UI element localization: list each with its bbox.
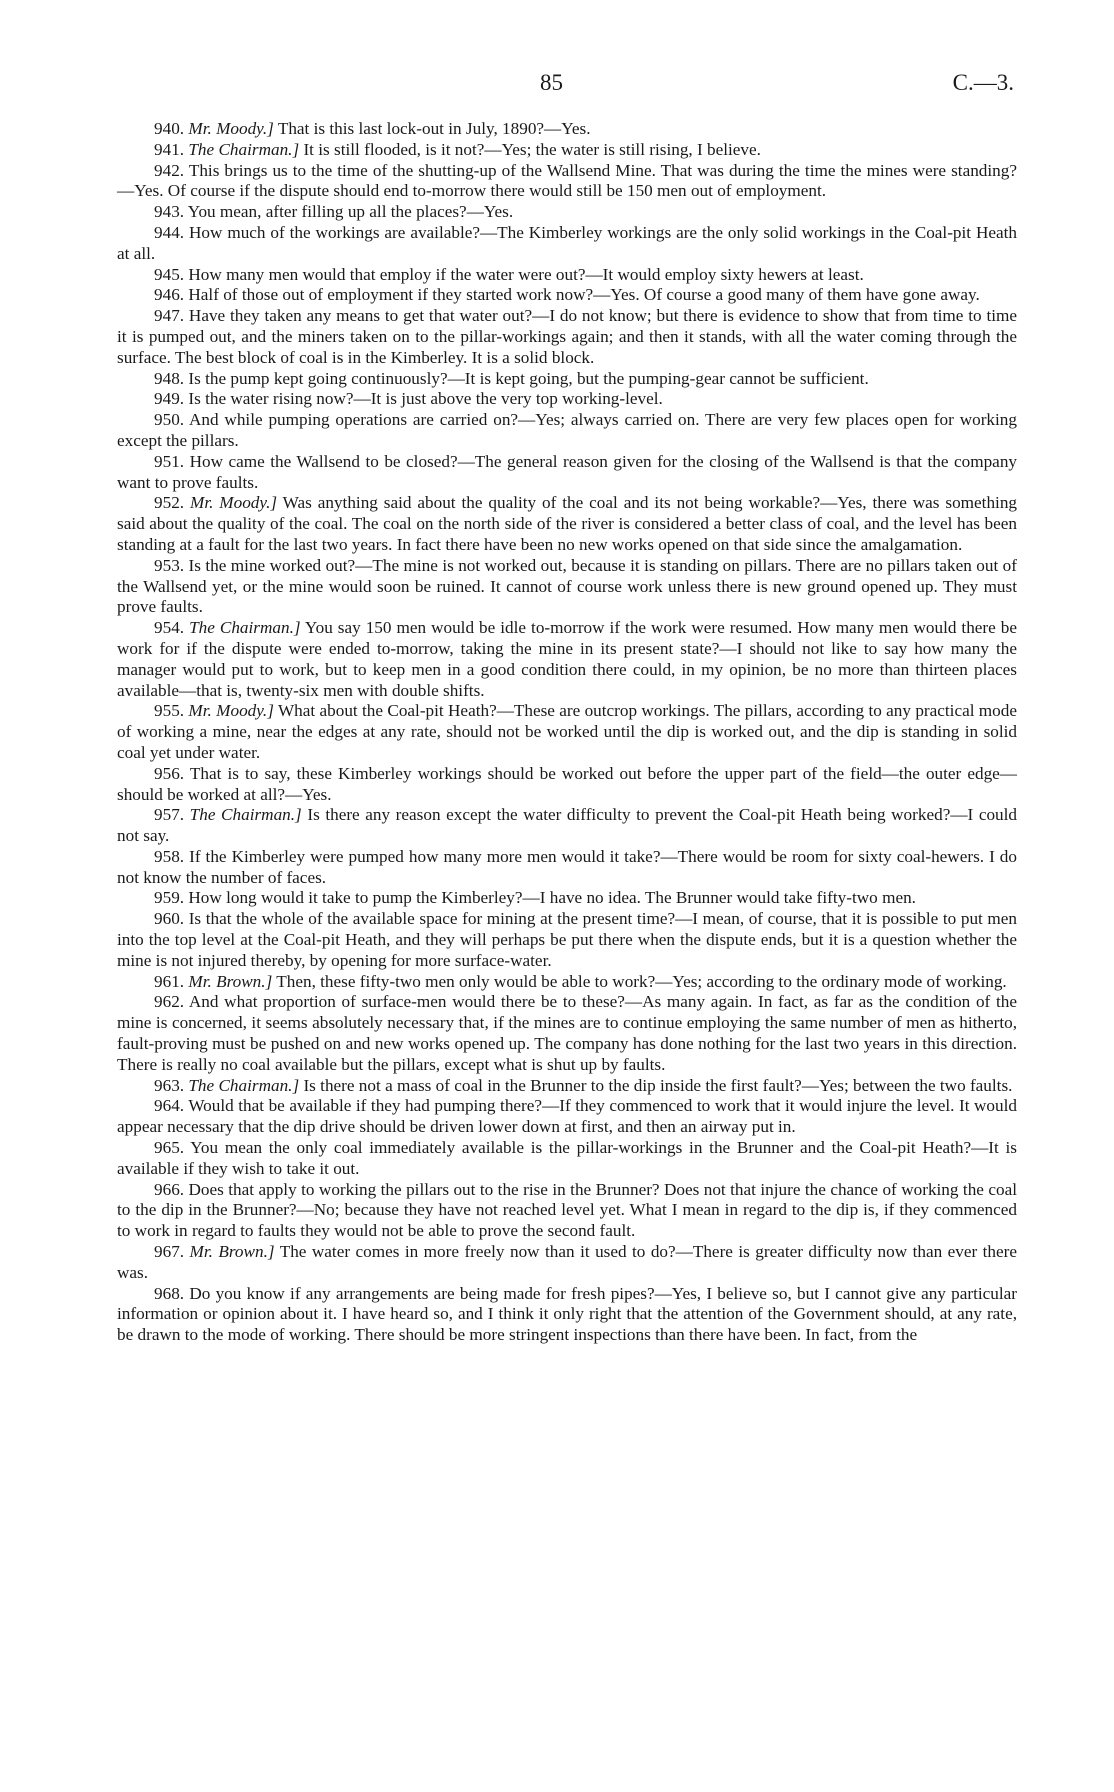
question-answer-text: The water comes in more freely now than it used to do?—There is greater difficulty now than ever there was. (117, 1242, 1017, 1282)
speaker-name: The Chairman.] (189, 805, 302, 825)
question-answer-text: Is the mine worked out?—The mine is not worked out, because it is standing on pillars. There are no pillars taken out of the Wallsend yet, or the mine would soon be ruined. It cannot of course work unless there is new ground opened up. They must prove faults. (117, 555, 1018, 617)
question-answer-text: If the Kimberley were pumped how many more men would it take?—There would be room for sixty coal-hewers. I do not know the number of faces. (117, 846, 1017, 887)
question-answer-text: That is to say, these Kimberley workings should be worked out before the upper part of the field—the outer edge—should be worked at all?—Yes. (117, 763, 1017, 804)
speaker-name: The Chairman.] (188, 139, 300, 159)
question-answer-text: And what proportion of surface-men would there be to these?—As many again. In fact, as far as the condition of the mine is concerned, it seems absolutely necessary that, if the mines are to continue employing the same number of men as hitherto, fault-proving must be pushed on and new works opened up. The company has done nothing for the last two years in this direction. There is really no coal available but the pillars, except what is shut up by faults. (117, 992, 1017, 1074)
question-number: 964. (154, 1096, 185, 1116)
question-number: 958. (154, 846, 185, 866)
speaker-name: Mr. Brown.] (189, 1242, 275, 1262)
question-answer-text: Do you know if any arrangements are being made for fresh pipes?—Yes, I believe so, but I cannot give any particular information or opinion about it. I have heard so, and I think it only right that the attention of the Government should, at any rate, be drawn to the mode of working. There should be more stringent inspections than there have been. In fact, from the (117, 1283, 1017, 1345)
speaker-name: Mr. Moody.] (190, 493, 278, 513)
question-number: 951. (154, 451, 185, 471)
speaker-name: Mr. Brown.] (188, 971, 273, 991)
evidence-paragraph (117, 556, 1017, 618)
question-number: 950. (154, 410, 185, 430)
question-answer-text: Is that the whole of the available space for mining at the present time?—I mean, of course, that it is possible to put men into the top level at the Coal-pit Heath, and they will perhaps be put there when the dispute ends, but it is a question whether the mine is not injured thereby, by opening for more surface-water. (117, 909, 1018, 970)
evidence-paragraph (117, 140, 1017, 161)
question-number: 966. (154, 1179, 185, 1199)
question-answer-text: Was anything said about the quality of the coal and its not being workable?—Yes, there was something said about the quality of the coal. The coal on the north side of the river is considered a better class of coal, and the level has been standing at a fault for the last two years. In fact there have been no new works opened on that side since the amalgamation. (117, 493, 1018, 554)
evidence-paragraph (117, 119, 1017, 140)
speaker-name: Mr. Moody.] (188, 119, 274, 138)
question-answer-text: That is this last lock-out in July, 1890?—Yes. (273, 119, 591, 138)
evidence-paragraph (117, 972, 1017, 993)
question-number: 957. (154, 805, 185, 825)
question-answer-text: You mean the only coal immediately available is the pillar-workings in the Brunner and the Coal-pit Heath?—It is available if they wish to take it out. (117, 1138, 1017, 1178)
question-answer-text: How many men would that employ if the water were out?—It would employ sixty hewers at least. (188, 264, 864, 284)
question-answer-text: You say 150 men would be idle to-morrow if the work were resumed. How many men would there be work for if the dispute were ended to-morrow, taking the mine in its present state?—I should not like to say how many the manager would put to work, but to keep men in a good condition there could, in my opinion, be no more than thirteen places available—that is, twenty-six men with double shifts. (117, 618, 1018, 700)
question-answer-text: Is there any reason except the water difficulty to prevent the Coal-pit Heath being worked?—I could not say. (117, 805, 1018, 846)
question-number: 944. (154, 222, 185, 242)
evidence-paragraph (117, 805, 1017, 847)
evidence-paragraph (117, 701, 1017, 763)
question-number: 962. (154, 992, 185, 1012)
question-number: 968. (154, 1283, 185, 1303)
question-number: 946. (154, 285, 185, 305)
speaker-name: The Chairman.] (188, 1075, 300, 1095)
question-answer-text: How much of the workings are available?—The Kimberley workings are the only solid workings in the Coal-pit Heath at all. (117, 222, 1018, 263)
evidence-paragraph (117, 369, 1017, 390)
question-number: 963. (154, 1075, 185, 1095)
question-answer-text: You mean, after filling up all the places?—Yes. (187, 202, 514, 222)
question-answer-text: Then, these fifty-two men only would be able to work?—Yes; according to the ordinary mode of working. (272, 971, 1007, 991)
page-header (0, 62, 1114, 102)
question-number: 947. (154, 306, 185, 326)
evidence-paragraph (117, 202, 1017, 223)
question-answer-text: And while pumping operations are carried on?—Yes; always carried on. There are very few places open for working except the pillars. (117, 410, 1017, 450)
question-number: 959. (154, 888, 185, 908)
question-answer-text: Is the pump kept going continuously?—It is kept going, but the pumping-gear cannot be sufficient. (188, 368, 869, 388)
question-number: 952. (154, 493, 185, 513)
evidence-paragraph (117, 1284, 1017, 1346)
question-answer-text: Half of those out of employment if they started work now?—Yes. Of course a good many of them have gone away. (188, 285, 980, 305)
evidence-paragraph (117, 1180, 1017, 1242)
evidence-paragraph (117, 223, 1017, 265)
evidence-paragraph (117, 618, 1017, 701)
question-number: 956. (154, 763, 185, 783)
minutes-of-evidence-text (117, 119, 1017, 1346)
evidence-paragraph (117, 1138, 1017, 1180)
evidence-paragraph (117, 452, 1017, 494)
report-code: C.—3. (952, 70, 1014, 95)
evidence-paragraph (117, 493, 1017, 555)
evidence-paragraph (117, 888, 1017, 909)
question-number: 945. (154, 264, 185, 284)
question-number: 943. (154, 202, 185, 222)
question-answer-text: It is still flooded, is it not?—Yes; the water is still rising, I believe. (299, 139, 761, 159)
speaker-name: The Chairman.] (189, 618, 301, 638)
question-number: 960. (154, 909, 185, 929)
question-number: 948. (154, 368, 185, 388)
question-number: 941. (154, 139, 185, 159)
evidence-paragraph (117, 992, 1017, 1075)
question-number: 940. (154, 119, 185, 138)
evidence-paragraph (117, 847, 1017, 889)
evidence-paragraph (117, 285, 1017, 306)
question-answer-text: How long would it take to pump the Kimberley?—I have no idea. The Brunner would take fifty-two men. (188, 888, 916, 908)
evidence-paragraph (117, 389, 1017, 410)
evidence-paragraph (117, 306, 1017, 368)
question-answer-text: This brings us to the time of the shutting-up of the Wallsend Mine. That was during the time the mines were standing?—Yes. Of course if the dispute should end to-morrow there would still be 150 men out of employment. (117, 160, 1017, 201)
question-number: 955. (154, 701, 185, 721)
evidence-paragraph (117, 1242, 1017, 1284)
evidence-paragraph (117, 410, 1017, 452)
question-answer-text: Does that apply to working the pillars out to the rise in the Brunner? Does not that injure the chance of working the coal to the dip in the Brunner?—No; because they have not reached level yet. What I mean in regard to the dip is, if they commenced to work in regard to faults they would not be able to prove the second fault. (117, 1179, 1017, 1241)
question-number: 949. (154, 389, 185, 409)
evidence-paragraph (117, 1076, 1017, 1097)
question-answer-text: Is there not a mass of coal in the Brunner to the dip inside the first fault?—Yes; between the two faults. (299, 1075, 1013, 1095)
question-answer-text: Have they taken any means to get that water out?—I do not know; but there is evidence to show that from time to time it is pumped out, and the miners taken on to the pillar-workings again; and then it stands, with all the water coming through the surface. The best block of coal is in the Kimberley. It is a solid block. (117, 306, 1018, 367)
evidence-paragraph (117, 161, 1017, 203)
question-number: 954. (154, 618, 185, 638)
question-number: 942. (154, 160, 185, 180)
page-number: 85 (540, 70, 563, 95)
question-answer-text: How came the Wallsend to be closed?—The general reason given for the closing of the Wallsend is that the company want to prove faults. (117, 451, 1018, 492)
question-number: 961. (154, 971, 185, 991)
evidence-paragraph (117, 764, 1017, 806)
speaker-name: Mr. Moody.] (188, 701, 274, 721)
question-number: 967. (154, 1242, 185, 1262)
question-number: 965. (154, 1138, 185, 1158)
evidence-paragraph (117, 265, 1017, 286)
question-number: 953. (154, 555, 185, 575)
question-answer-text: Is the water rising now?—It is just above the very top working-level. (188, 389, 663, 409)
evidence-paragraph (117, 1096, 1017, 1138)
question-answer-text: Would that be available if they had pumping there?—If they commenced to work that it would injure the level. It would appear necessary that the dip drive should be driven lower down at first, and then an airway put in. (117, 1096, 1017, 1137)
question-answer-text: What about the Coal-pit Heath?—These are outcrop workings. The pillars, according to any practical mode of working a mine, near the edges at any rate, should not be worked until the dip is worked out, and the dip is standing in solid coal yet under water. (117, 701, 1017, 762)
evidence-paragraph (117, 909, 1017, 971)
